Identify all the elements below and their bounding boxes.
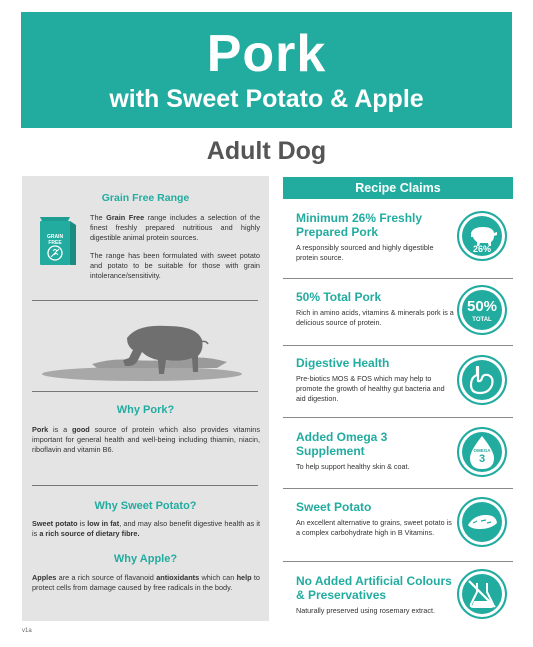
claim-fresh-pork: Minimum 26% Freshly Prepared Pork A responsibly sourced and highly digestible protein source. — [296, 211, 434, 262]
product-title: Pork — [206, 25, 327, 83]
pig-icon: 26% — [457, 211, 507, 261]
divider — [283, 278, 513, 279]
divider — [283, 417, 513, 418]
audience-heading: Adult Dog — [206, 137, 327, 165]
stomach-icon — [457, 355, 507, 405]
grain-free-bag-icon — [32, 213, 80, 269]
divider — [283, 561, 513, 562]
why-sweet-potato-title: Why Sweet Potato? — [94, 500, 197, 512]
why-apple-text: Apples are a rich source of flavanoid antioxidants which can help to protect cells from damage caused by free radicals in the body. — [32, 573, 260, 592]
divider — [32, 300, 258, 301]
claim-sweet-potato: Sweet Potato An excellent alternative to grains, sweet potato is a complex carbohydrate high in B Vitamins. — [296, 500, 452, 537]
product-subtitle: with Sweet Potato & Apple — [109, 85, 424, 113]
grain-free-text-2: The range has been formulated with sweet potato and potato to be suitable for those with grain intolerance/sensitivity. — [90, 251, 260, 280]
why-pork-title: Why Pork? — [116, 404, 175, 416]
pig-illustration — [32, 316, 259, 386]
percent-icon: 50% TOTAL — [457, 285, 507, 335]
info-panel — [22, 176, 269, 621]
recipe-claims-header: Recipe Claims — [283, 177, 513, 199]
version-label: v1a — [22, 628, 32, 634]
claim-omega-3: Added Omega 3 Supplement To help support healthy skin & coat. — [296, 430, 410, 471]
grain-free-text-1: The Grain Free range includes a selection of the finest freshly prepared nutritious and highly digestible animal protein sources. — [90, 213, 261, 242]
claim-no-artificial: No Added Artificial Colours & Preservatives Naturally preserved using rosemary extract. — [296, 574, 452, 615]
grain-free-title: Grain Free Range — [101, 192, 190, 204]
omega-drop-icon: OMEGA 3 — [457, 427, 507, 477]
sweet-potato-icon — [457, 497, 507, 547]
divider — [283, 345, 513, 346]
no-chemicals-icon — [457, 569, 507, 619]
bag-label: GRAIN FREE — [46, 234, 64, 246]
divider — [32, 391, 258, 392]
claim-total-pork: 50% Total Pork Rich in amino acids, vitamins & minerals pork is a delicious source of protein. — [296, 290, 454, 327]
divider — [32, 485, 258, 486]
title-banner — [21, 12, 512, 128]
divider — [283, 488, 513, 489]
why-apple-title: Why Apple? — [113, 553, 178, 565]
why-sweet-potato-text: Sweet potato is low in fat, and may also benefit digestive health as it is a rich source of dietary fibre. — [32, 519, 261, 538]
why-pork-text: Pork is a good source of protein which also provides vitamins important for general health and well-being including thiamin, niacin, riboflavin and vitamin B6. — [32, 425, 260, 454]
claim-digestive-health: Digestive Health Pre-biotics MOS & FOS which may help to promote the growth of healthy gut bacteria and aid digestion. — [296, 356, 445, 403]
